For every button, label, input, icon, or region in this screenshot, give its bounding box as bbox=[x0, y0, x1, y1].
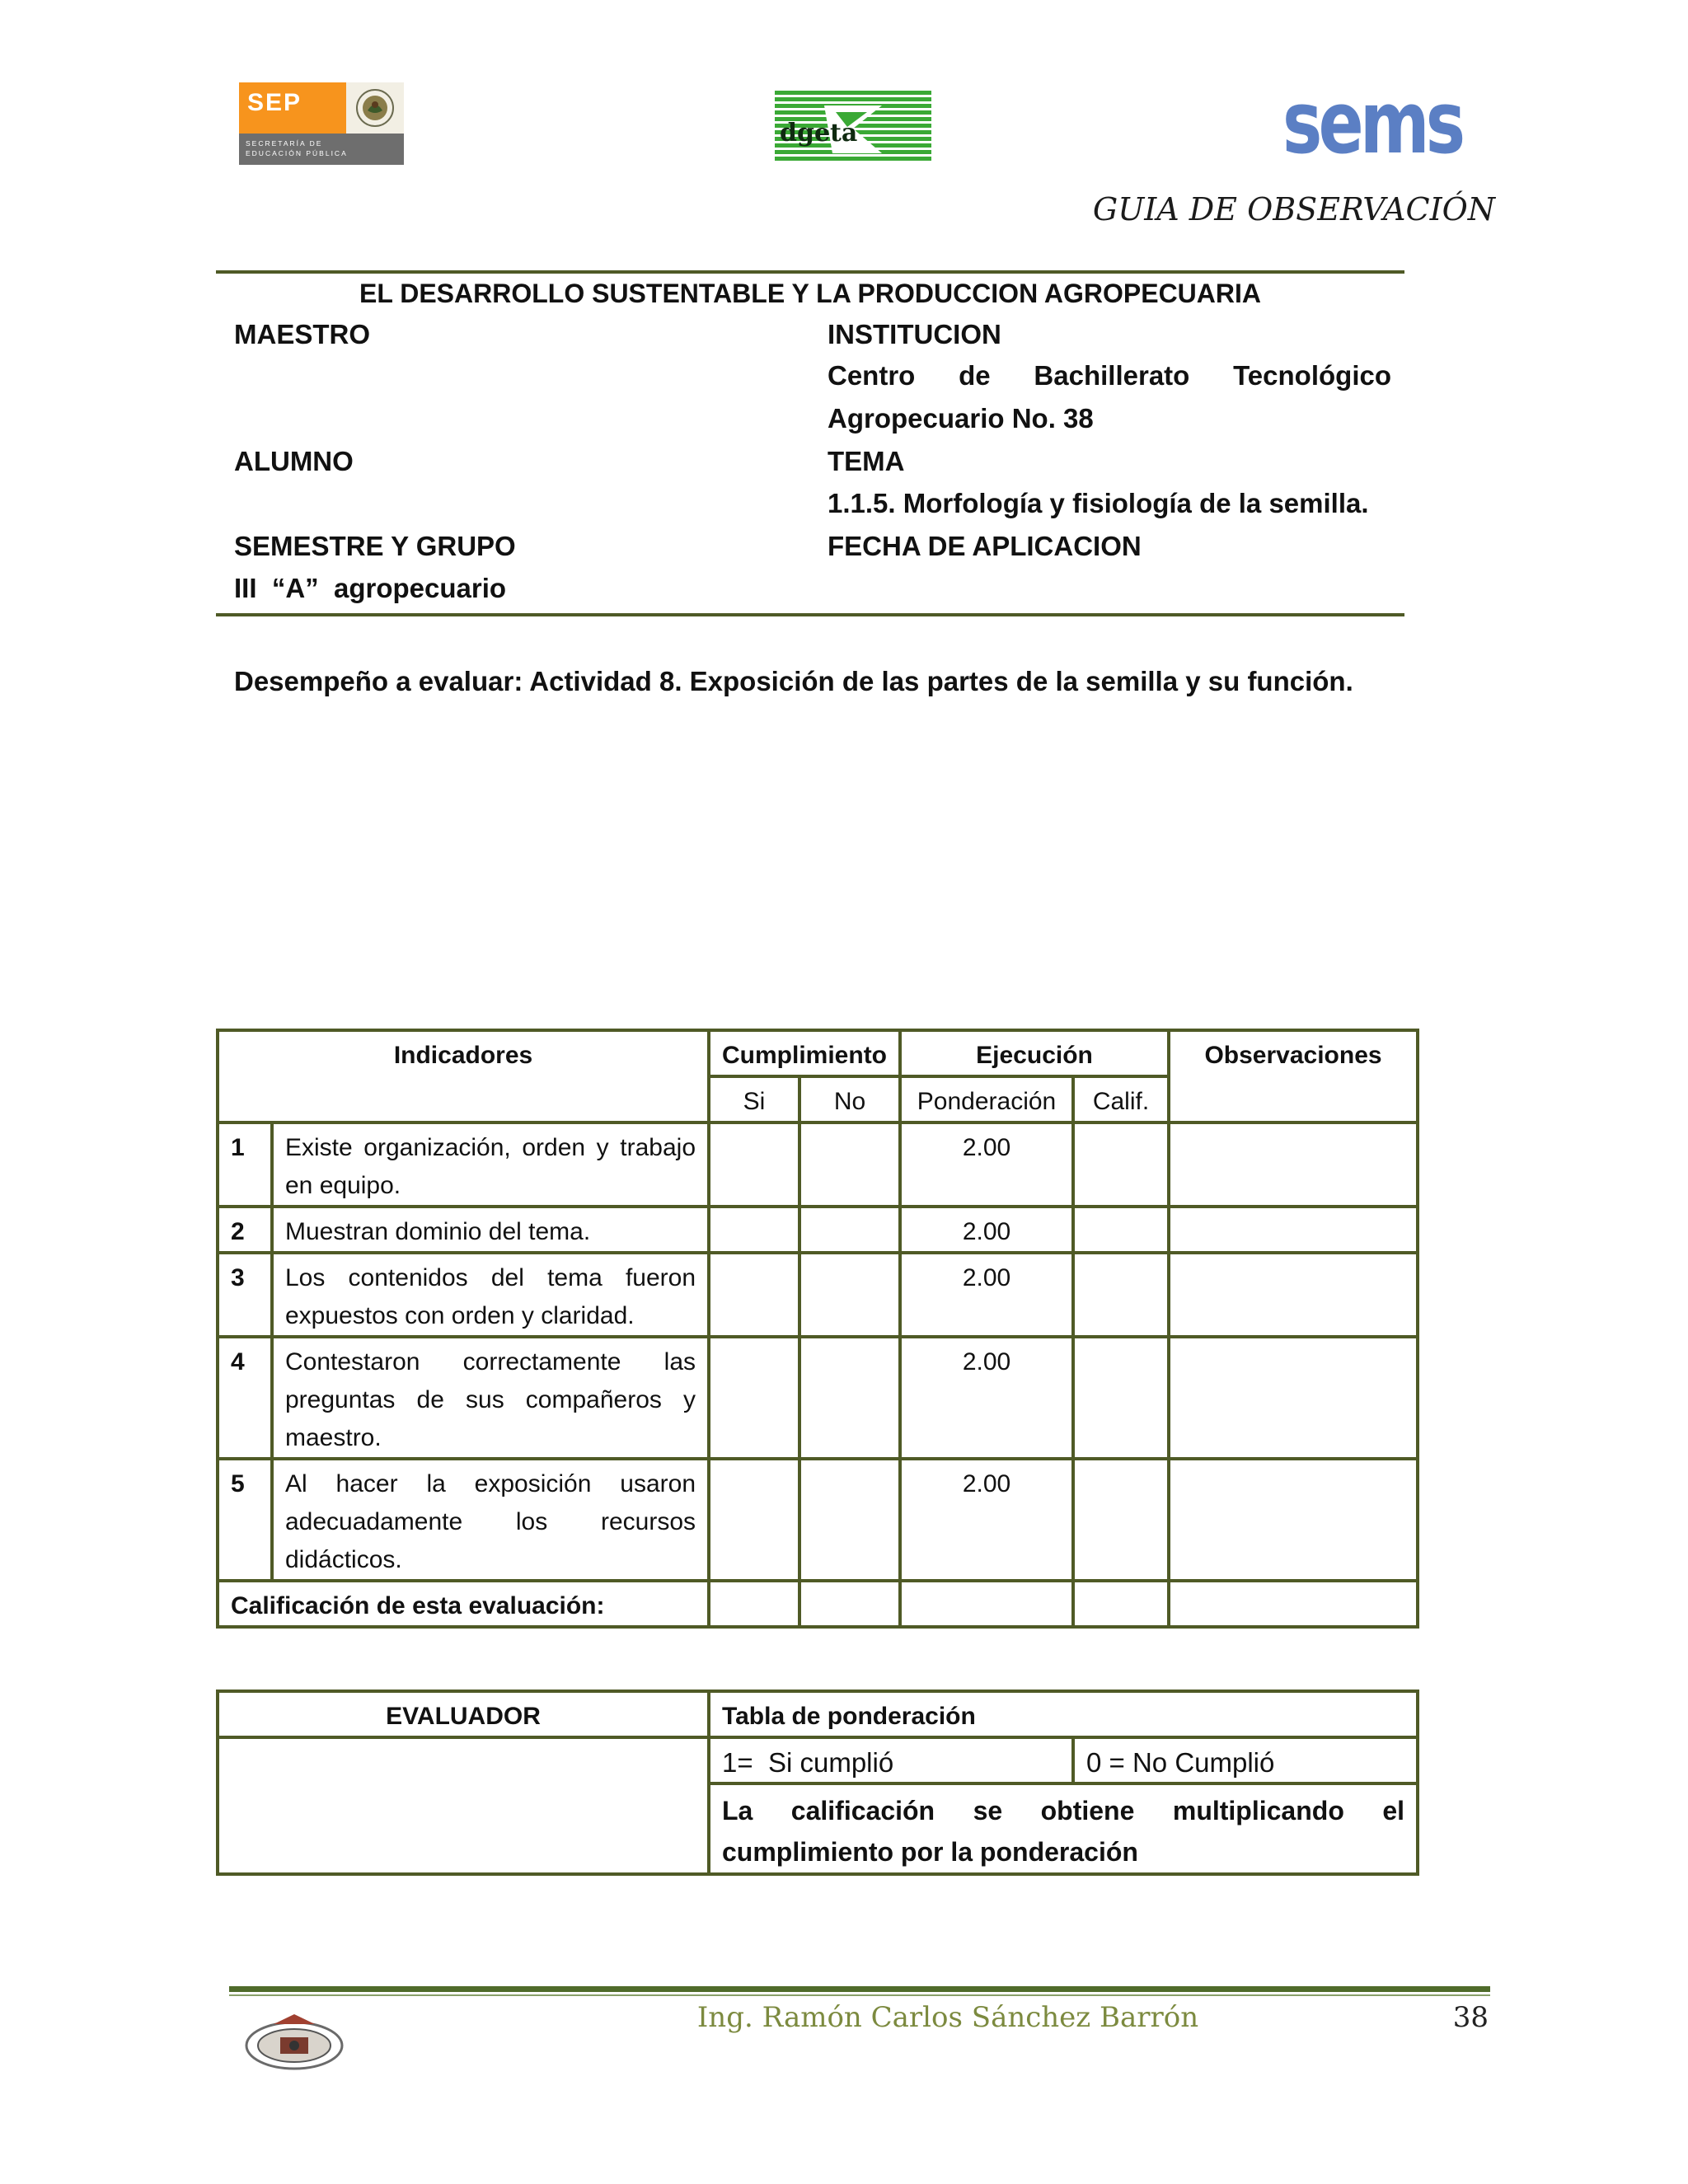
row-indicator: Contestaron correctamente las preguntas de sus compañeros y maestro. bbox=[272, 1337, 709, 1459]
si-cell[interactable] bbox=[709, 1122, 799, 1207]
no-cell[interactable] bbox=[799, 1459, 900, 1581]
row-indicator: Los contenidos del tema fueron expuestos con orden y claridad. bbox=[272, 1253, 709, 1337]
si-cell[interactable] bbox=[709, 1337, 799, 1459]
info-top-rule bbox=[216, 270, 1404, 274]
row-number: 5 bbox=[218, 1459, 272, 1581]
total-calif-cell[interactable] bbox=[1073, 1581, 1169, 1627]
no-cumplio-legend: 0 = No Cumplió bbox=[1073, 1737, 1418, 1783]
tabla-ponderacion-label: Tabla de ponderación bbox=[709, 1691, 1418, 1737]
school-seal-icon bbox=[241, 2009, 348, 2075]
evaluador-label: EVALUADOR bbox=[218, 1691, 709, 1737]
observaciones-cell[interactable] bbox=[1169, 1253, 1418, 1337]
row-indicator: Existe organización, orden y trabajo en equipo. bbox=[272, 1122, 709, 1207]
header-ejecucion: Ejecución bbox=[900, 1030, 1169, 1076]
si-cell[interactable] bbox=[709, 1253, 799, 1337]
header-indicadores: Indicadores bbox=[218, 1030, 709, 1122]
header-observaciones: Observaciones bbox=[1169, 1030, 1418, 1122]
observaciones-cell[interactable] bbox=[1169, 1122, 1418, 1207]
total-ponderacion-cell[interactable] bbox=[900, 1581, 1073, 1627]
calif-cell[interactable] bbox=[1073, 1253, 1169, 1337]
no-cell[interactable] bbox=[799, 1207, 900, 1253]
observaciones-cell[interactable] bbox=[1169, 1207, 1418, 1253]
calif-cell[interactable] bbox=[1073, 1207, 1169, 1253]
ponderacion-value: 2.00 bbox=[900, 1337, 1073, 1459]
page-number: 38 bbox=[1452, 2001, 1489, 2034]
no-cell[interactable] bbox=[799, 1253, 900, 1337]
row-number: 3 bbox=[218, 1253, 272, 1337]
sep-logo-abbr: SEP bbox=[247, 89, 302, 116]
header-ponderacion: Ponderación bbox=[900, 1076, 1073, 1122]
grading-note: La calificación se obtiene multiplicando el cumplimiento por la ponderación bbox=[709, 1783, 1418, 1874]
mexico-coat-of-arms-icon bbox=[346, 82, 404, 134]
total-observaciones-cell[interactable] bbox=[1169, 1581, 1418, 1627]
ponderacion-value: 2.00 bbox=[900, 1207, 1073, 1253]
total-row bbox=[218, 1581, 1418, 1627]
institucion-value-line-1: Centro de Bachillerato Tecnológico bbox=[828, 360, 1391, 391]
table-row bbox=[218, 1337, 1418, 1459]
row-indicator: Al hacer la exposición usaron adecuadamente los recursos didácticos. bbox=[272, 1459, 709, 1581]
total-label: Calificación de esta evaluación: bbox=[218, 1581, 709, 1627]
sep-logo-name: SECRETARÍA DE EDUCACIÓN PÚBLICA bbox=[246, 139, 348, 157]
institucion-value bbox=[828, 359, 1391, 402]
semestre-value: III “A” agropecuario bbox=[234, 573, 507, 603]
observaciones-cell[interactable] bbox=[1169, 1337, 1418, 1459]
sep-logo bbox=[239, 82, 404, 165]
total-si-cell[interactable] bbox=[709, 1581, 799, 1627]
tema-label: TEMA bbox=[828, 446, 905, 476]
total-no-cell[interactable] bbox=[799, 1581, 900, 1627]
header-calif: Calif. bbox=[1073, 1076, 1169, 1122]
tema-value: 1.1.5. Morfología y fisiología de la semilla. bbox=[828, 488, 1369, 518]
row-number: 1 bbox=[218, 1122, 272, 1207]
table-row bbox=[218, 1459, 1418, 1581]
no-cell[interactable] bbox=[799, 1122, 900, 1207]
calif-cell[interactable] bbox=[1073, 1337, 1169, 1459]
evaluador-signature-cell[interactable] bbox=[218, 1737, 709, 1874]
footer-rule bbox=[229, 1986, 1490, 1992]
ponderacion-value: 2.00 bbox=[900, 1253, 1073, 1337]
table-row bbox=[218, 1207, 1418, 1253]
institucion-value-line-2: Agropecuario No. 38 bbox=[828, 403, 1094, 434]
ponderacion-value: 2.00 bbox=[900, 1459, 1073, 1581]
info-bottom-rule bbox=[216, 613, 1404, 616]
ponderacion-value: 2.00 bbox=[900, 1122, 1073, 1207]
si-cell[interactable] bbox=[709, 1207, 799, 1253]
subject-title: EL DESARROLLO SUSTENTABLE Y LA PRODUCCION AGROPECUARIA bbox=[359, 279, 1261, 308]
maestro-label: MAESTRO bbox=[234, 319, 370, 349]
row-number: 2 bbox=[218, 1207, 272, 1253]
sems-logo: sems bbox=[1282, 73, 1462, 173]
footer-author: Ing. Ramón Carlos Sánchez Barrón bbox=[696, 2001, 1199, 2034]
calif-cell[interactable] bbox=[1073, 1459, 1169, 1581]
header-no: No bbox=[799, 1076, 900, 1122]
si-cell[interactable] bbox=[709, 1459, 799, 1581]
fecha-label: FECHA DE APLICACION bbox=[828, 531, 1142, 561]
row-number: 4 bbox=[218, 1337, 272, 1459]
table-row bbox=[218, 1122, 1418, 1207]
document-type-title: GUIA DE OBSERVACIÓN bbox=[1092, 191, 1495, 227]
row-indicator: Muestran dominio del tema. bbox=[272, 1207, 709, 1253]
dgeta-logo-text: dgeta bbox=[780, 119, 858, 148]
si-cumplio-legend: 1= Si cumplió bbox=[709, 1737, 1073, 1783]
table-row bbox=[218, 1253, 1418, 1337]
header-cumplimiento: Cumplimiento bbox=[709, 1030, 900, 1076]
no-cell[interactable] bbox=[799, 1337, 900, 1459]
calif-cell[interactable] bbox=[1073, 1122, 1169, 1207]
dgeta-logo bbox=[775, 89, 931, 162]
institucion-label: INSTITUCION bbox=[828, 319, 1001, 349]
evaluator-table bbox=[216, 1690, 1419, 1876]
semestre-label: SEMESTRE Y GRUPO bbox=[234, 531, 516, 561]
footer-rule-thin bbox=[229, 1994, 1490, 1996]
alumno-label: ALUMNO bbox=[234, 446, 354, 476]
performance-to-evaluate: Desempeño a evaluar: Actividad 8. Exposición de las partes de la semilla y su función. bbox=[234, 666, 1353, 696]
observaciones-cell[interactable] bbox=[1169, 1459, 1418, 1581]
header-si: Si bbox=[709, 1076, 799, 1122]
evaluation-table bbox=[216, 1029, 1419, 1629]
